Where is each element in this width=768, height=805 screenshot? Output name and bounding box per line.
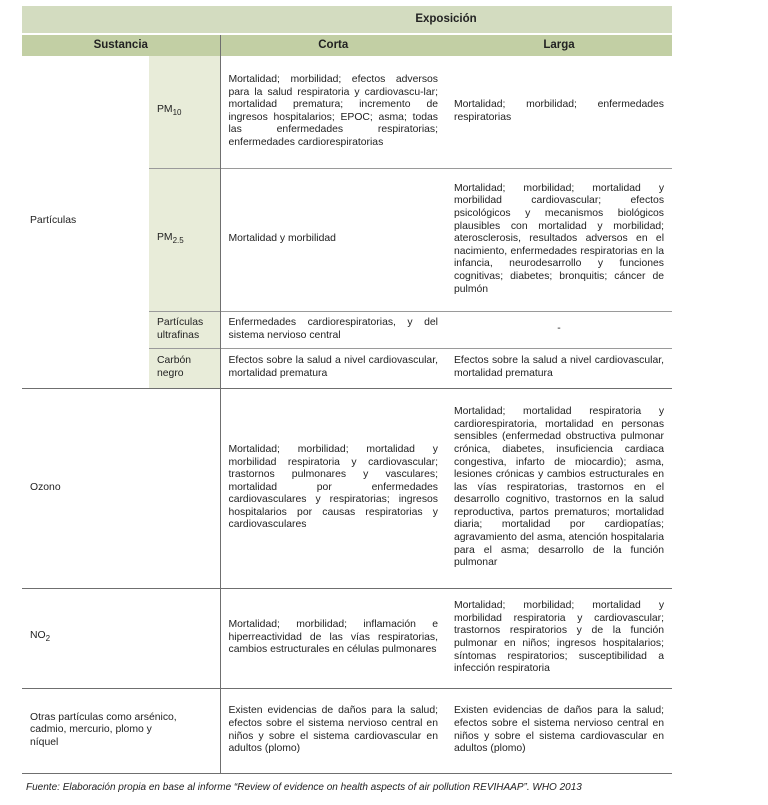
substance-carbon-negro: Carbón negro (149, 348, 220, 388)
cell-otras-corta: Existen evidencias de daños para la salud; efectos sobre el sistema nervioso central en niños y sobre el sistema cardiovascular en adultos (plomo) (220, 688, 446, 773)
cell-carbon-larga: Efectos sobre la salud a nivel cardiovascular, mortalidad prematura (446, 348, 672, 388)
header-corta: Corta (220, 34, 446, 56)
substance-particulas: Partículas (30, 215, 77, 227)
cell-pm10-corta: Mortalidad; morbilidad; efectos adversos para la salud respiratoria y cardiovascu-lar; mortalidad prematura; incremento de ingresos hospitalarios; EPOC; asma; todas las enfermedades respiratorias; enfermedades cardiorespiratorias (220, 56, 446, 168)
substance-pm25: $PM_{2.5}$ (149, 168, 220, 311)
cell-carbon-corta: Efectos sobre la salud a nivel cardiovascular, mortalidad prematura (220, 348, 446, 388)
cell-ultrafinas-larga: - (446, 311, 672, 348)
substance-otras: Otras partículas como arsénico, cadmio, mercurio, plomo y níquel (22, 688, 220, 773)
cell-no2-corta: Mortalidad; morbilidad; inflamación e hiperreactividad de las vías respiratorias, cambios estructurales en células pulmonares (220, 588, 446, 688)
substance-ozono: Ozono (22, 388, 220, 588)
cell-pm10-larga: Mortalidad; morbilidad; enfermedades respiratorias (454, 99, 665, 123)
cell-ozono-corta: Mortalidad; morbilidad; mortalidad y morbilidad respiratoria y cardiovascular; trastornos pulmonares y vasculares; mortalidad por enfermedades cardiovasculares y respiratorias; ingresos hospitalarios por causas respiratorias y cardiovasculares (220, 388, 446, 588)
header-larga: Larga (446, 34, 672, 56)
header-sustancia: Sustancia (22, 34, 220, 56)
cell-otras-larga: Existen evidencias de daños para la salud; efectos sobre el sistema nervioso central en niños y sobre el sistema cardiovascular en adultos (plomo) (446, 688, 672, 773)
cell-no2-larga: Mortalidad; morbilidad; mortalidad y morbilidad respiratoria y cardiovascular; trastornos respiratorios y de la función pulmonar en niños; ingresos hospitalarios; síntomas respiratorios; susceptibilidad a infección respiratoria (446, 588, 672, 688)
health-effects-table (22, 6, 672, 774)
cell-ozono-larga: Mortalidad; mortalidad respiratoria y cardiorespiratoria, mortalidad en personas sensibles (enfermedad obstructiva pulmonar crónica, diabetes, insuficiencia cardiaca congestiva, infarto de miocardio); asma, lesiones crónicas y cambios estructurales en las vías respiratorias, trastornos en el desarrollo cognitivo, trastornos en la salud reproductiva, partos prematuros; mortalidad diaria; mortalidad por cardiopatías; agravamiento del asma, atención hospitalaria para el asma; desarrollo de la función pulmonar (446, 388, 672, 588)
header-exposicion: Exposición (220, 6, 672, 34)
substance-no2: $NO_2$ (22, 588, 220, 688)
cell-ultrafinas-corta: Enfermedades cardiorespiratorias, y del sistema nervioso central (220, 311, 446, 348)
substance-pm10: $PM_{10}$ (149, 56, 220, 168)
substance-ultrafinas: Partículas ultrafinas (149, 311, 220, 348)
cell-pm25-larga: Mortalidad; morbilidad; mortalidad y morbilidad cardiovascular; efectos psicológicos y mecanismos biológicos plausibles con mortalidad y morbilidad; aterosclerosis, resultados adversos en el nacimiento, enfermedades respiratorias en la infancia, neurodesarrollo y funciones cognitivas; diabetes; bronquitis; cáncer de pulmón (446, 168, 672, 311)
cell-pm25-corta: Mortalidad y morbilidad (220, 168, 446, 311)
source-note: Fuente: Elaboración propia en base al informe “Review of evidence on health aspects of air pollution REVIHAAP”. WHO 2013 (26, 782, 582, 793)
